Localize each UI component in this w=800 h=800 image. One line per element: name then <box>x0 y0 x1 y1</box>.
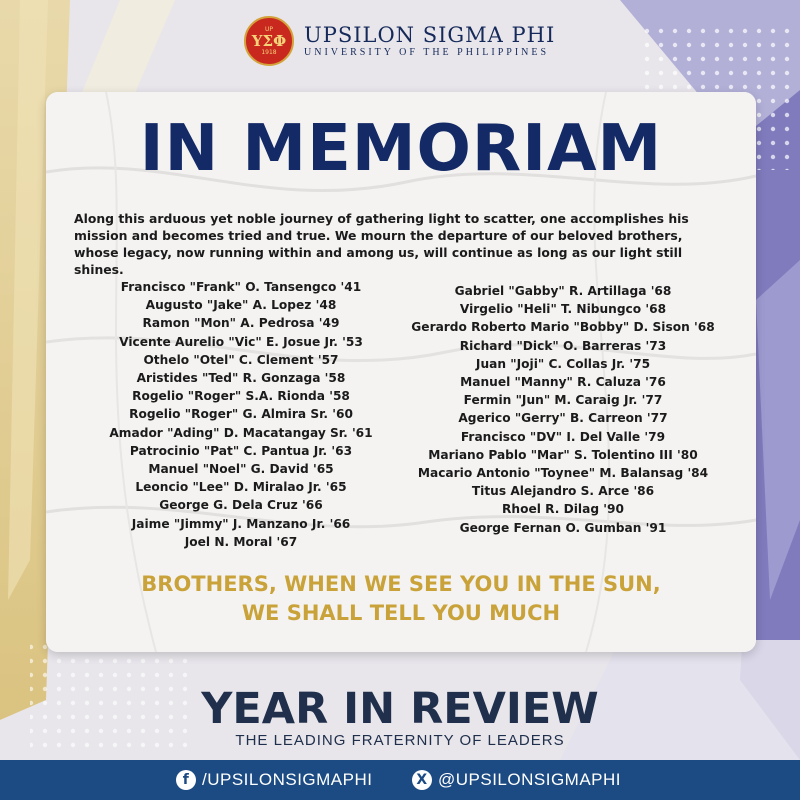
social-footer <box>0 760 800 800</box>
year-in-review-title: YEAR IN REVIEW <box>201 684 599 734</box>
x-link[interactable] <box>412 770 621 790</box>
name-entry: Gerardo Roberto Mario "Bobby" D. Sison '68 <box>411 320 715 335</box>
name-entry: Ramon "Mon" A. Pedrosa '49 <box>142 316 340 331</box>
name-entry: Gabriel "Gabby" R. Artillaga '68 <box>454 284 672 298</box>
tagline: THE LEADING FRATERNITY OF LEADERS <box>235 732 565 749</box>
closing-quote <box>46 570 756 628</box>
facebook-link[interactable] <box>176 770 372 790</box>
name-entry: Francisco "DV" I. Del Valle '79 <box>460 429 666 444</box>
seal-top-text: UP <box>264 26 273 33</box>
name-entry: Amador "Ading" D. Macatangay Sr. '61 <box>109 425 373 440</box>
name-entry: Francisco "Frank" O. Tansengco '41 <box>120 280 362 294</box>
org-logo <box>244 14 555 68</box>
closing-line-1: BROTHERS, WHEN WE SEE YOU IN THE SUN, <box>141 572 661 596</box>
page-title: IN MEMORIAM <box>139 112 663 186</box>
name-entry: Virgelio "Heli" T. Nibungco '68 <box>459 302 667 317</box>
name-entry: Aristides "Ted" R. Gonzaga '58 <box>136 371 346 386</box>
name-entry: Augusto "Jake" A. Lopez '48 <box>145 298 337 313</box>
facebook-icon: f <box>176 770 196 790</box>
name-entry: Vicente Aurelio "Vic" E. Josue Jr. '53 <box>119 334 363 349</box>
org-subtitle: UNIVERSITY OF THE PHILIPPINES <box>304 47 550 58</box>
intro-paragraph: Along this arduous yet noble journey of gathering light to scatter, one accomplishes his mission and becomes tried and true. We mourn the departure of our beloved brothers, whose legacy, now running within and among us, will continue as long as our light still shines. <box>74 211 689 277</box>
name-entry: Rogelio "Roger" S.A. Rionda '58 <box>132 389 350 404</box>
x-handle: @UPSILONSIGMAPHI <box>438 770 622 789</box>
name-entry: Jaime "Jimmy" J. Manzano Jr. '66 <box>131 516 351 531</box>
name-entry: Agerico "Gerry" B. Carreon '77 <box>458 411 668 426</box>
name-entry: George G. Dela Cruz '66 <box>159 498 323 513</box>
name-entry: Manuel "Noel" G. David '65 <box>148 462 334 477</box>
brand-text <box>304 23 555 59</box>
memoriam-card <box>46 92 756 652</box>
name-entry: Mariano Pablo "Mar" S. Tolentino III '80 <box>428 447 698 462</box>
names-list-left <box>76 278 406 551</box>
name-entry: Titus Alejandro S. Arce '86 <box>471 484 655 499</box>
name-entry: Othelo "Otel" C. Clement '57 <box>143 352 339 367</box>
seal-year: 1918 <box>261 49 277 56</box>
name-entry: George Fernan O. Gumban '91 <box>459 520 667 535</box>
seal-letters: ΥΣΦ <box>251 32 287 50</box>
name-entry: Juan "Joji" C. Collas Jr. '75 <box>475 356 651 371</box>
x-icon: X <box>412 770 432 790</box>
name-entry: Rhoel R. Dilag '90 <box>502 502 624 517</box>
closing-line-2: WE SHALL TELL YOU MUCH <box>241 601 561 625</box>
name-entry: Richard "Dick" O. Barreras '73 <box>459 338 667 353</box>
name-entry: Leoncio "Lee" D. Miralao Jr. '65 <box>135 480 347 495</box>
name-entry: Joel N. Moral '67 <box>184 534 298 549</box>
name-entry: Rogelio "Roger" G. Almira Sr. '60 <box>129 407 353 422</box>
name-entry: Fermin "Jun" M. Caraig Jr. '77 <box>463 393 663 408</box>
names-list-right <box>398 282 728 537</box>
org-name: UPSILON SIGMA PHI <box>304 23 556 47</box>
facebook-handle: /UPSILONSIGMAPHI <box>202 770 373 789</box>
name-entry: Manuel "Manny" R. Caluza '76 <box>460 375 666 390</box>
fraternity-seal <box>244 16 294 66</box>
name-entry: Macario Antonio "Toynee" M. Balansag '84 <box>417 466 709 481</box>
name-entry: Patrocinio "Pat" C. Pantua Jr. '63 <box>129 443 353 458</box>
